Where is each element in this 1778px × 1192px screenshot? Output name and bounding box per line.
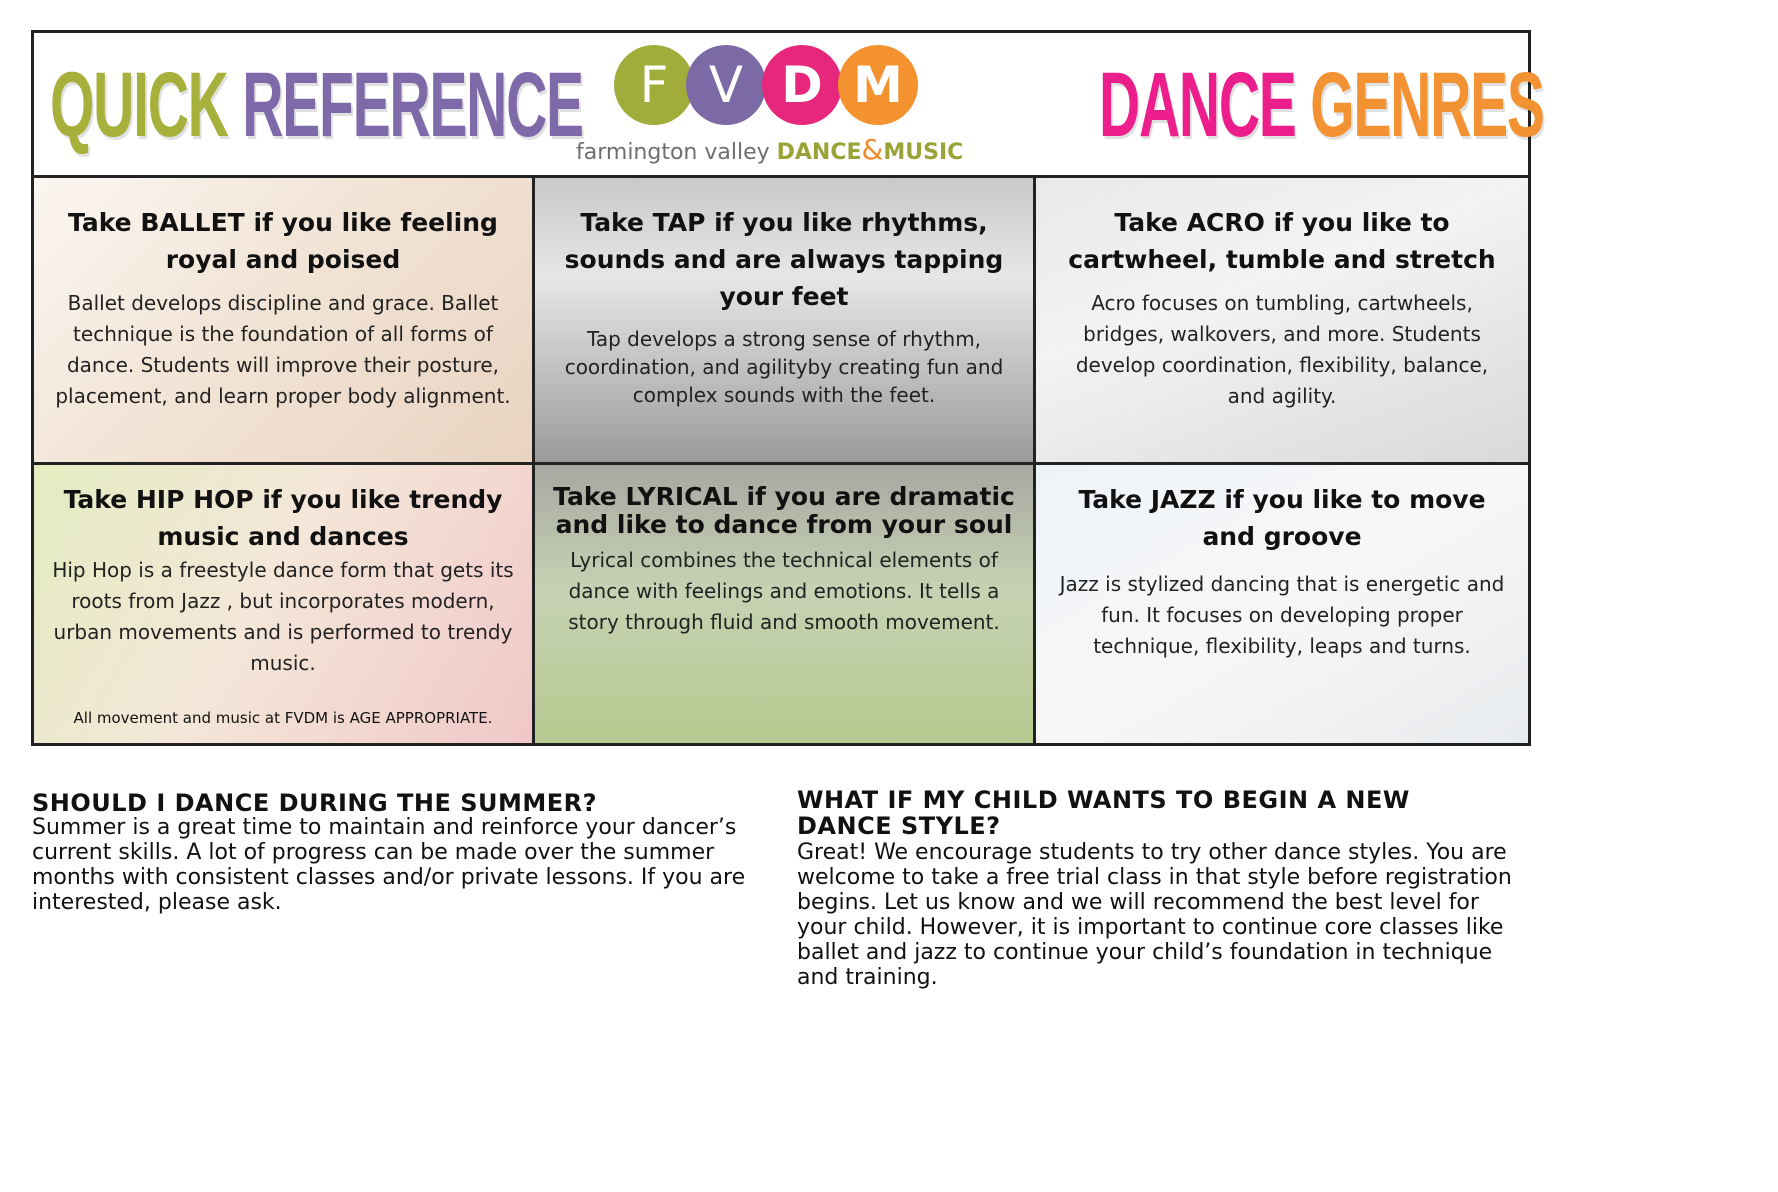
logo-circle-f: F	[614, 45, 694, 125]
fvdm-logo	[576, 41, 996, 171]
logo-tagline-amp: &	[861, 133, 884, 166]
genre-card-ballet	[34, 178, 535, 465]
genre-card-lyrical	[535, 465, 1036, 743]
genre-description: Hip Hop is a freestyle dance form that gets its roots from Jazz , but incorporates modern, urban movements and is performed to trendy music.	[52, 558, 514, 675]
logo-circle-m: M	[838, 45, 918, 125]
genre-title: Take HIP HOP if you like trendy music and dances	[63, 485, 503, 551]
heading-word-quick: QUICK	[50, 54, 228, 156]
genre-card-hip-hop	[34, 465, 535, 743]
logo-circle-v: V	[686, 45, 766, 125]
genre-description: Acro focuses on tumbling, cartwheels, bridges, walkovers, and more. Students develop coordination, flexibility, balance, and agility.	[1075, 291, 1489, 408]
logo-tagline-dance: DANCE	[776, 140, 862, 165]
age-appropriate-note: All movement and music at FVDM is AGE APPROPRIATE.	[73, 709, 493, 727]
genre-title: Take LYRICAL if you are dramatic and like to dance from your soul	[553, 482, 1015, 539]
logo-tagline-name: farmington valley	[576, 140, 777, 165]
genre-title: Take TAP if you like rhythms, sounds and are always tapping your feet	[564, 208, 1004, 311]
logo-tagline	[576, 133, 996, 166]
genre-title: Take BALLET if you like feeling royal and poised	[68, 208, 498, 274]
genre-description: Jazz is stylized dancing that is energetic and fun. It focuses on developing proper technique, flexibility, leaps and turns.	[1059, 572, 1505, 658]
genre-grid	[34, 178, 1528, 743]
header-banner	[34, 33, 1544, 178]
genre-title: Take JAZZ if you like to move and groove	[1078, 485, 1486, 551]
genre-card-tap	[535, 178, 1036, 465]
genre-card-acro	[1036, 178, 1528, 465]
logo-tagline-music: MUSIC	[883, 140, 964, 165]
dance-genres-heading	[1099, 55, 1544, 155]
heading-word-genres: GENRES	[1310, 54, 1544, 156]
genre-title: Take ACRO if you like to cartwheel, tumble and stretch	[1068, 208, 1496, 274]
faq-question-new-style: WHAT IF MY CHILD WANTS TO BEGIN A NEW DANCE STYLE?	[797, 786, 1410, 840]
genre-description: Tap develops a strong sense of rhythm, coordination, and agilityby creating fun and complex sounds with the feet.	[564, 327, 1004, 407]
genre-description: Lyrical combines the technical elements of dance with feelings and emotions. It tells a story through fluid and smooth movement.	[568, 548, 1000, 634]
faq-question-summer: SHOULD I DANCE DURING THE SUMMER?	[32, 789, 598, 817]
faq-answer-summer: Summer is a great time to maintain and reinforce your dancer’s current skills. A lot of progress can be made over the summer months with consistent classes and/or private lessons. If you are interested, please ask.	[32, 815, 746, 915]
genre-description: Ballet develops discipline and grace. Ballet technique is the foundation of all forms of dance. Students will improve their posture, placement, and learn proper body alignment.	[55, 291, 511, 408]
logo-circle-d: D	[762, 45, 842, 125]
quick-reference-panel	[31, 30, 1544, 746]
quick-reference-heading	[50, 55, 583, 155]
heading-word-dance: DANCE	[1099, 54, 1296, 156]
faq-answer-new-style: Great! We encourage students to try other dance styles. You are welcome to take a free trial class in that style before registration begins. Let us know and we will recommend the best level for your child. However, it is important to continue core classes like ballet and jazz to continue your child’s foundation in technique and training.	[797, 840, 1512, 990]
heading-word-reference: REFERENCE	[242, 54, 583, 156]
genre-card-jazz	[1036, 465, 1528, 743]
